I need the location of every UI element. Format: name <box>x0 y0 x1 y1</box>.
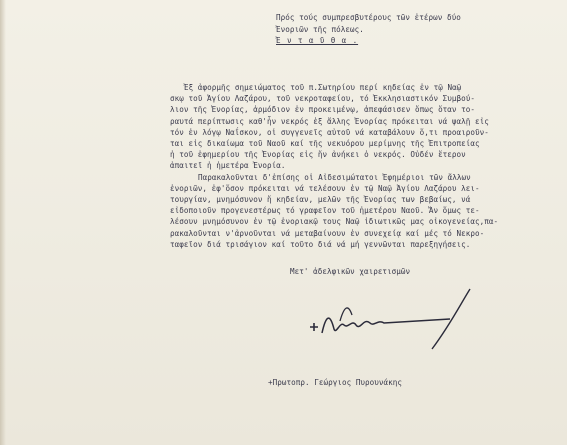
body-line: λέσουν μνημόσυνον ἐν τῷ ἐνοριακῷ τους Ναῷ ἰδιωτικῶς μας οἰκογενείας,πα- <box>170 217 499 227</box>
body-line: ταφεῖον διά τρισάγιον καί τοῦτο διά νά μή γεννῶνται παρεξηγήσεις. <box>170 239 471 249</box>
address-location: Ἐ ν τ α ῦ θ α . <box>276 36 359 46</box>
page-edge-shadow <box>0 0 6 445</box>
body-line: ται εἰς δικαίωμα τοῦ Ναοῦ καί τῆς νεκυόρου μερίμνης τῆς Ἐπιτροπείας <box>170 139 480 149</box>
body-line: ἀπαιτεῖ ἡ ἡμετέρα Ἐνορία. <box>170 161 286 171</box>
address-line: Ἐνοριῶν τῆς πόλεως. <box>276 24 364 34</box>
body-line: Παρακαλοῦνται δ'ἐπίσης οἱ Αἰδεσιμώτατοι Ἐφημέριοι τῶν ἄλλων <box>198 172 471 182</box>
address-block <box>276 12 461 47</box>
body-line: λιον τῆς Ἐνορίας, ἁρμόδιον ἐν προκειμένῳ, ἀπεφάσισεν ὅπως ὅταν το- <box>170 105 476 115</box>
body-line: σκῳ τοῦ Ἁγίου Λαζάρου, τοῦ νεκροταφείου, τό Ἐκκλησιαστικόν Συμβού- <box>170 94 476 104</box>
letter-body <box>170 82 498 250</box>
body-line: ρακαλοῦνται ν'ἀρνοῦνται νά μεταβαίνουν ἐν συνεχείᾳ καί μές τό Νεκρο- <box>170 228 485 238</box>
body-line: τόν ἐν λόγῳ Ναΐσκον, οἱ συγγενεῖς αὐτοῦ νά καταβάλουν ὅ,τι προαιροῦν- <box>170 127 489 137</box>
handwritten-signature <box>300 285 480 355</box>
body-line: εἰδοποιοῦν προγενεστέρως τό γραφεῖον τοῦ ἡμετέρου Ναοῦ. Ἄν ὅμως τε- <box>170 206 480 216</box>
body-line: Ἐξ ἀφορμῆς σημειώματος τοῦ π.Σωτηρίου περί κηδείας ἐν τῷ Ναῷ <box>184 83 462 92</box>
body-line: τουργίαν, μνημόσυνον ἤ κηδείαν, μελῶν τῆς Ἐνορίας των βεβαίως, νά <box>170 195 471 205</box>
signer-name: +Πρωτοπρ. Γεώργιος Πυρουνάκης <box>268 378 403 387</box>
body-line: ἡ τοῦ ἐφημερίου τῆς Ἐνορίας εἰς ἥν ἀνήκει ὁ νεκρός. Οὐδέν ἕτερον <box>170 150 466 160</box>
address-line: Πρός τούς συμπρεσβυτέρους τῶν ἑτέρων δύο <box>276 13 461 22</box>
closing-greeting: Μετ' ἀδελφικῶν χαιρετισμῶν <box>290 267 411 276</box>
body-line: ἐνοριῶν, ἐφ'ὅσον πρόκειται νά τελέσουν ἐν τῷ Ναῷ Ἁγίου Λαζάρου λει- <box>170 183 480 193</box>
body-line: ραυτά περίπτωσις καθ'ἦν νεκρός ἐξ ἄλλης Ἐνορίας πρόκειται νά ψαλῇ εἰς <box>170 116 489 126</box>
